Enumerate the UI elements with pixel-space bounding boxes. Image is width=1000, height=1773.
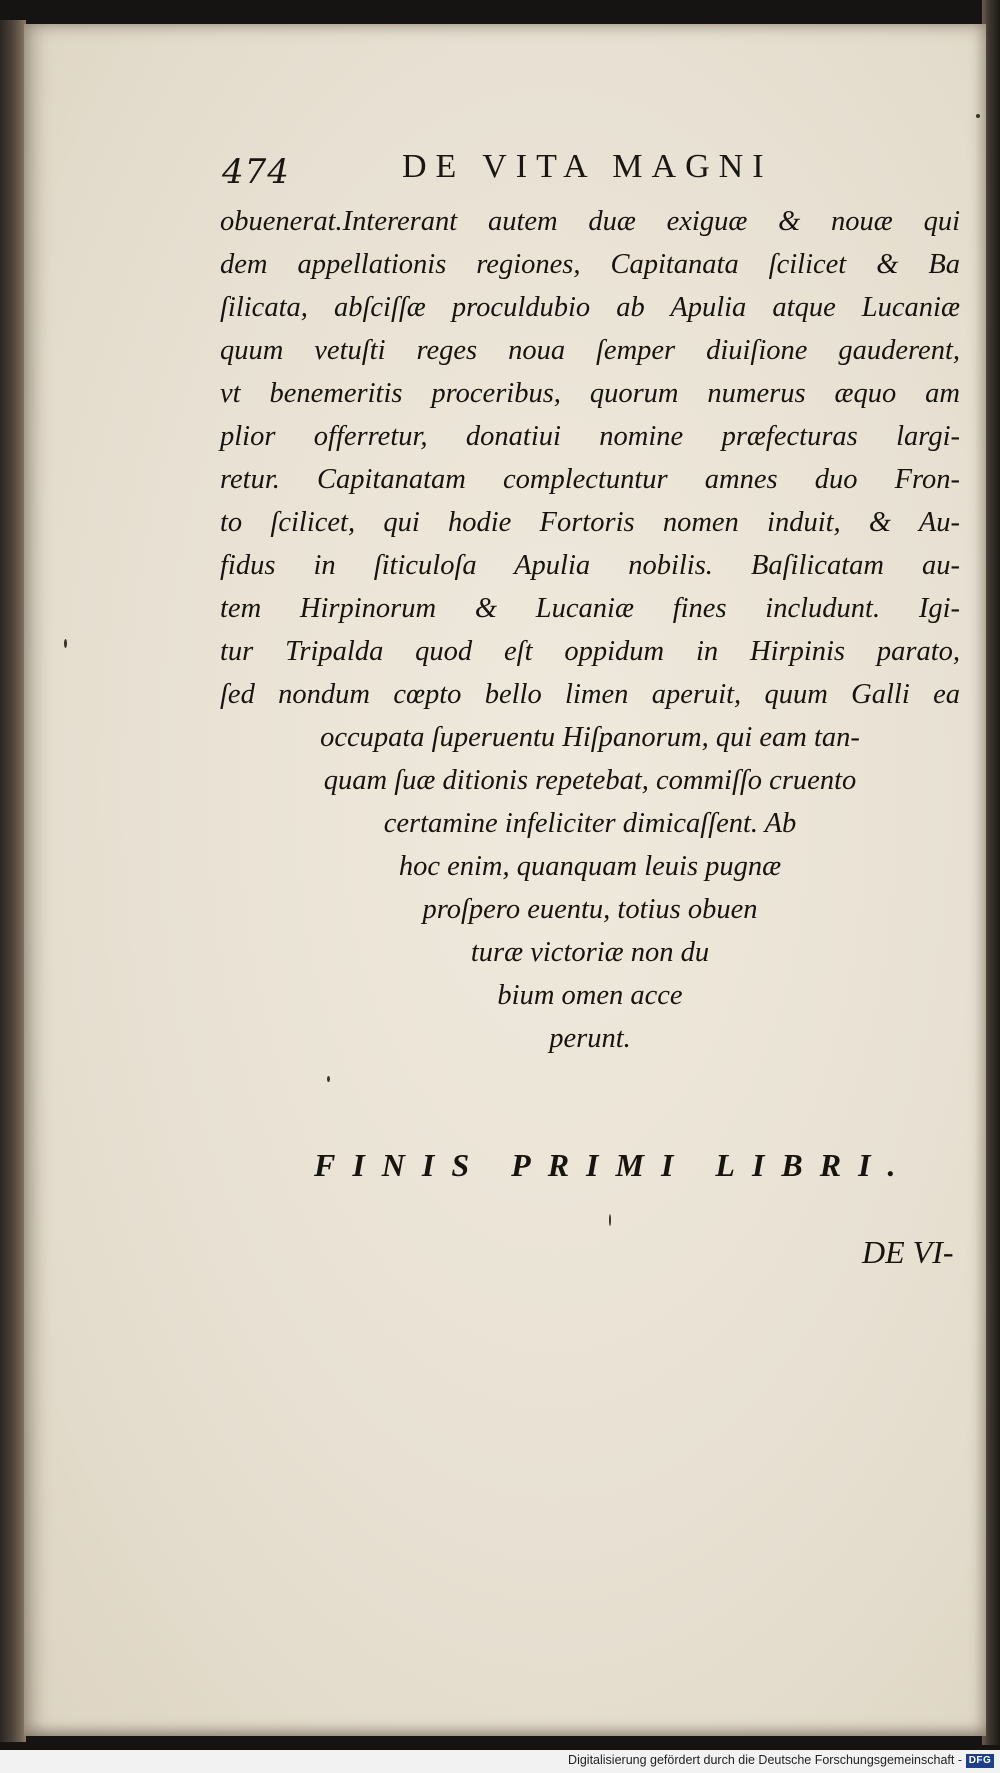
finis-line: FINIS PRIMI LIBRI.: [314, 1147, 913, 1183]
text-line: to ſcilicet, qui hodie Fortoris nomen induit, & Au-: [220, 507, 960, 538]
text-line: quum vetuſti reges noua ſemper diuiſione gauderent,: [220, 335, 960, 366]
page-number: 474: [222, 152, 290, 192]
paper-speck: [327, 1076, 330, 1082]
text-line: hoc enim, quanquam leuis pugnæ: [398, 851, 782, 882]
page-header: [222, 142, 862, 202]
text-line: occupata ſuperuentu Hiſpanorum, qui eam tan-: [320, 722, 860, 753]
funding-credit: Digitalisierung gefördert durch die Deutsche Forschungsgemeinschaft -: [568, 1753, 962, 1767]
paper-speck: [976, 114, 980, 118]
text-line: fidus in ſiticuloſa Apulia nobilis. Baſilicatam au-: [220, 550, 960, 581]
text-line: ſed nondum cœpto bello limen aperuit, quum Galli ea: [220, 679, 960, 710]
text-line: vt benemeritis proceribus, quorum numerus æquo am: [220, 378, 960, 409]
running-title: DE VITA MAGNI: [402, 148, 773, 185]
footer-bar: [0, 1750, 1000, 1773]
text-line: retur. Capitanatam complectuntur amnes duo Fron-: [220, 464, 960, 495]
text-line: ſilicata, abſciſſæ proculdubio ab Apulia atque Lucaniæ: [220, 292, 960, 323]
text-line: plior offerretur, donatiui nomine præfecturas largi-: [220, 421, 960, 452]
dfg-logo: DFG: [966, 1754, 994, 1768]
paper-speck: [609, 1214, 611, 1226]
text-line: perunt.: [549, 1023, 631, 1054]
text-line: dem appellationis regiones, Capitanata ſcilicet & Ba: [220, 249, 960, 280]
book-page: [24, 24, 986, 1736]
text-line: obuenerat.Intererant autem duæ exiguæ & nouæ qui: [220, 206, 960, 237]
text-line: certamine infeliciter dimicaſſent. Ab: [383, 808, 797, 839]
text-line: bium omen acce: [497, 980, 683, 1011]
catchword: DE VI-: [862, 1234, 954, 1270]
text-line: tur Tripalda quod eſt oppidum in Hirpinis parato,: [220, 636, 960, 667]
text-line: quam ſuæ ditionis repetebat, commiſſo cruento: [323, 765, 857, 796]
book-edge-left: [0, 20, 26, 1742]
text-line: turæ victoriæ non du: [470, 937, 710, 968]
paper-speck: [64, 639, 67, 648]
text-line: proſpero euentu, totius obuen: [422, 894, 758, 925]
text-line: tem Hirpinorum & Lucaniæ fines includunt. Igi-: [220, 593, 960, 624]
